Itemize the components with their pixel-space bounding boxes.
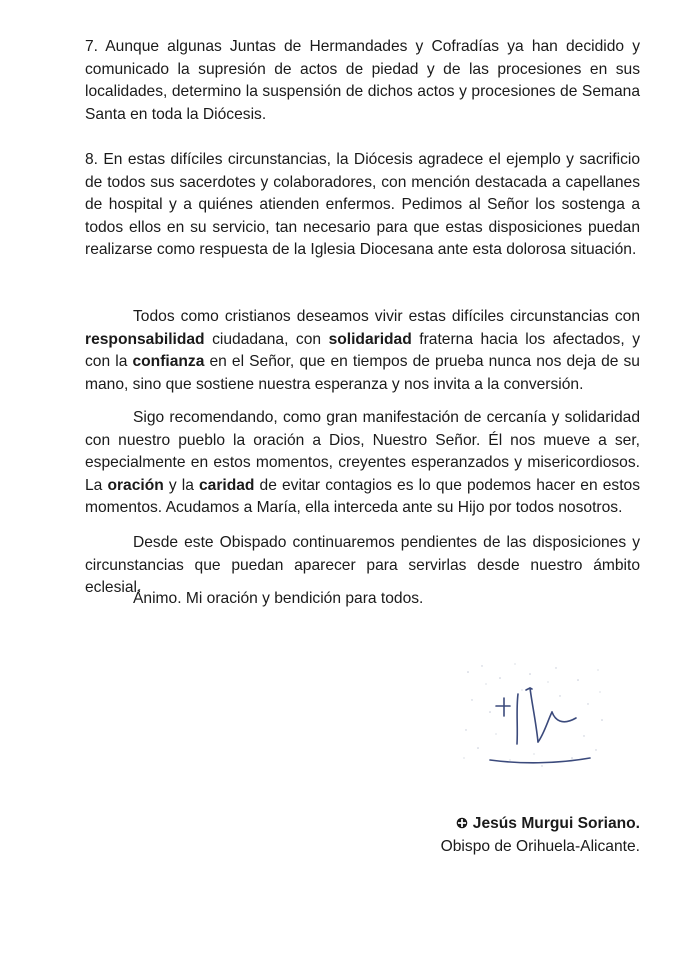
numbered-point-8: 8. En estas difíciles circunstancias, la Diócesis agradece el ejemplo y sacrificio de todos sus sacerdotes y colaboradores, con mención destacada a capellanes de hospital y a quiénes atienden enfermos. Pedimos al Señor los sostenga a todos ellos en su servicio, tan necesario para que estas disposiciones puedan realizarse como respuesta de la Iglesia Diocesana ante esta dolorosa situación. <box>85 151 640 259</box>
text-segment: Sigo recomendando, como gran manifestación de cercanía y solidaridad con nuestro pueblo la oración a Dios, Nuestro Señor. Él nos mueve a ser, especialmente en estos momentos, creyentes esperanzados y misericordiosos. La <box>85 409 640 494</box>
signature-image <box>460 660 608 772</box>
text-segment: de evitar contagios es lo que podemos hacer en estos momentos. Acudamos a María, ella interceda ante su Hijo por todos nosotros. <box>85 476 640 517</box>
signature-icon <box>460 660 608 772</box>
bold-word-oracion: oración <box>107 476 164 494</box>
paragraph-obispado: Desde este Obispado continuaremos pendientes de las disposiciones y circunstancias que puedan aparecer para servirlas desde nuestro ámbito eclesial. <box>85 534 640 597</box>
episcopal-cross-icon <box>456 817 468 829</box>
bold-word-caridad: caridad <box>198 476 255 494</box>
bold-word-responsabilidad: responsabilidad <box>85 330 205 348</box>
text-segment: ciudadana, con <box>204 330 329 348</box>
signer-block <box>441 812 640 858</box>
paragraph-responsibility <box>85 306 640 396</box>
text-segment: fraterna hacia los afectados, y con la <box>85 330 640 371</box>
paragraph-prayer <box>85 407 640 520</box>
numbered-point-7: 7. Aunque algunas Juntas de Hermandades y Cofradías ya han decidido y comunicado la supresión de actos de piedad y de las procesiones en sus localidades, determino la suspensión de dichos actos y procesiones de Semana Santa en toda la Diócesis. <box>85 38 640 123</box>
text-segment: en el Señor, que en tiempos de prueba nunca nos deja de su mano, sino que sostiene nuestra esperanza y nos invita a la conversión. <box>85 353 640 393</box>
paragraph-blessing: Ánimo. Mi oración y bendición para todos. <box>133 590 424 607</box>
bold-word-confianza: confianza <box>132 353 205 371</box>
text-segment: Todos como cristianos deseamos vivir estas difíciles circunstancias con <box>133 308 640 325</box>
signer-name: Jesús Murgui Soriano. <box>472 815 640 832</box>
signer-name-line <box>441 812 640 835</box>
text-segment: y la <box>163 476 199 494</box>
bold-word-solidaridad: solidaridad <box>328 330 412 348</box>
signer-title: Obispo de Orihuela-Alicante. <box>440 838 640 855</box>
